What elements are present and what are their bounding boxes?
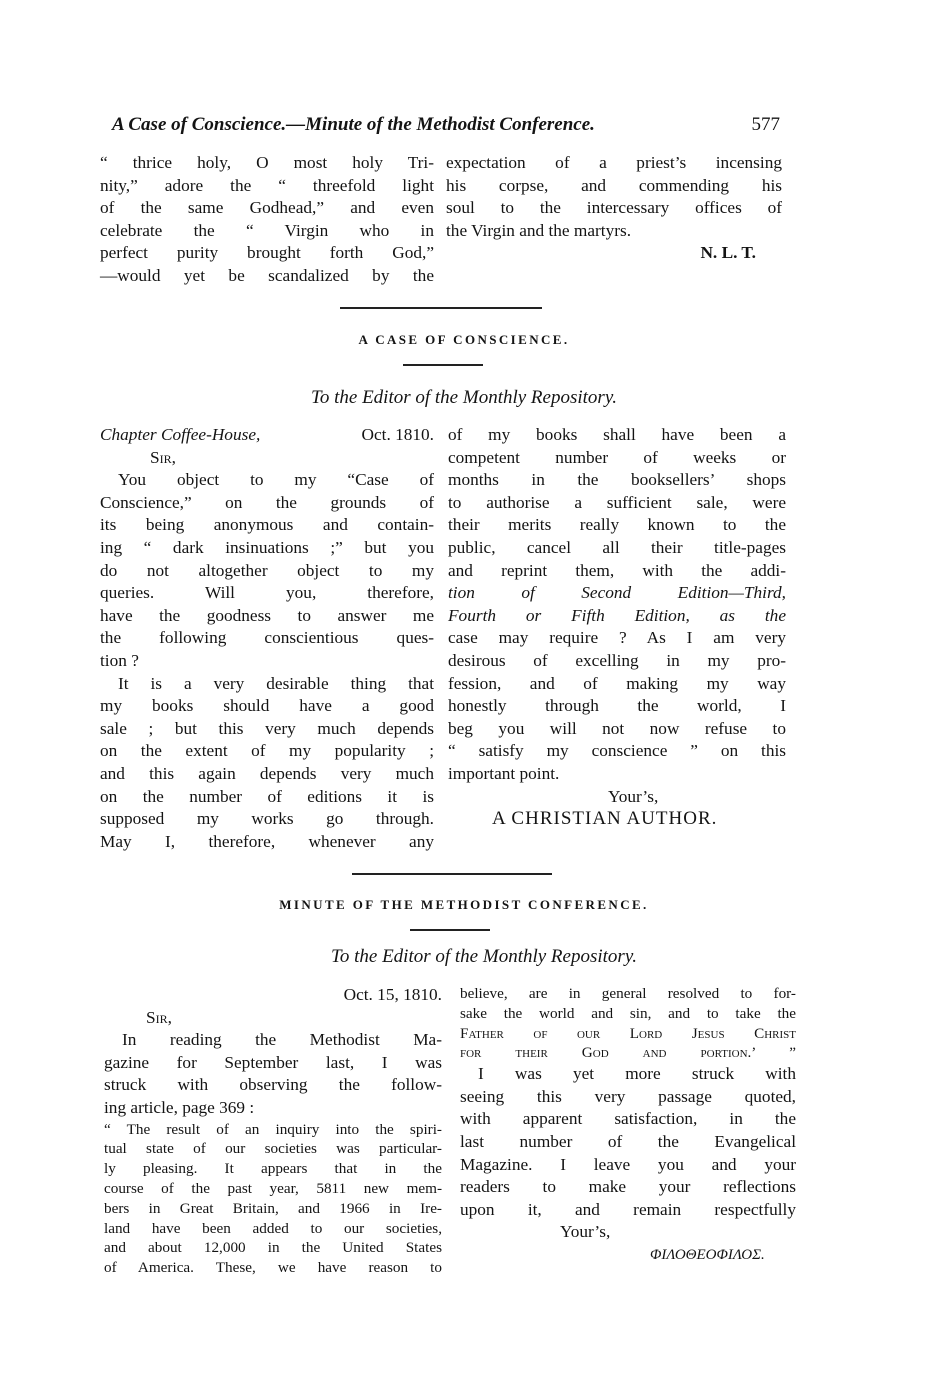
text-line: last number of the Evangelical (460, 1131, 796, 1151)
text-line: Conscience,” on the grounds of (100, 492, 434, 512)
text-line: ing “ dark insinuations ;” but you (100, 537, 434, 557)
text-line: their merits really known to the (448, 515, 786, 535)
text-line: Fourth or Fifth Edition, as the (448, 605, 786, 625)
signature-philotheophilos: ΦΙΛΟΘΕΟΦΙΛΟΣ. (650, 1246, 765, 1263)
text-line: readers to make your reflections (460, 1177, 796, 1197)
text-line: celebrate the “ Virgin who in (100, 220, 434, 240)
salutation: Sir, (150, 447, 176, 467)
text-line: and this again depends very much (100, 763, 434, 783)
quote-line: bers in Great Britain, and 1966 in Ire- (104, 1199, 442, 1217)
text-line: You object to my “Case of (118, 470, 434, 490)
text-line: sale ; but this very much depends (100, 718, 434, 738)
text-line: May I, therefore, whenever any (100, 831, 434, 851)
text-line: my books should have a good (100, 696, 434, 716)
text-line: ing article, page 369 : (104, 1097, 255, 1117)
article1-left-column (100, 424, 434, 853)
text-line: on the number of editions it is (100, 786, 434, 806)
text-line: I was yet more struck with (478, 1064, 796, 1084)
continuation-left-column (100, 152, 434, 288)
text-line: tion ? (100, 650, 139, 670)
section-title-case-of-conscience: A CASE OF CONSCIENCE. (358, 332, 570, 347)
quote-line: sake the world and sin, and to take the (460, 1004, 796, 1022)
text-line: his corpse, and commending his (446, 175, 782, 195)
text-line: supposed my works go through. (100, 809, 434, 829)
title-underline (403, 364, 483, 366)
title-underline (410, 929, 490, 931)
text-line: honestly through the world, I (448, 696, 786, 716)
dateline: Oct. 15, 1810. (343, 985, 442, 1004)
continuation-right-column (446, 152, 782, 265)
closing: Your’s, (608, 786, 659, 806)
closing: Your’s, (560, 1222, 611, 1242)
addressee-line: To the Editor of the Monthly Repository. (311, 387, 617, 408)
article2-left-column (104, 984, 442, 1278)
quote-line: “ The result of an inquiry into the spiri- (104, 1120, 442, 1138)
quote-line: of America. These, we have reason to (104, 1259, 442, 1277)
quoted-article-part2 (460, 984, 796, 1063)
text-line: In reading the Methodist Ma- (122, 1030, 442, 1050)
text-line: struck with observing the follow- (104, 1075, 442, 1095)
text-line: perfect purity brought forth God,” (100, 243, 434, 263)
text-line: nity,” adore the “ threefold light (100, 175, 434, 195)
text-line: upon it, and remain respectfully (460, 1199, 796, 1219)
text-line: soul to the intercessary offices of (446, 198, 782, 218)
text-line: It is a very desirable thing that (118, 673, 434, 693)
text-line: the following conscientious ques- (100, 628, 434, 648)
addressee-line: To the Editor of the Monthly Repository. (331, 946, 637, 967)
text-line: its being anonymous and contain- (100, 515, 434, 535)
text-line: beg you will not now refuse to (448, 718, 786, 738)
text-line: competent number of weeks or (448, 447, 786, 467)
text-line: desirous of excelling in my pro- (448, 650, 786, 670)
text-line: have the goodness to answer me (100, 605, 434, 625)
section-divider (352, 873, 552, 875)
text-line: queries. Will you, therefore, (100, 583, 434, 603)
salutation: Sir, (146, 1007, 172, 1027)
quote-line: for their God and portion.’ ” (460, 1044, 796, 1062)
running-title: A Case of Conscience.—Minute of the Methodist Conference. (112, 114, 595, 135)
text-line: with apparent satisfaction, in the (460, 1109, 796, 1129)
signature-nlt: N. L. T. (700, 243, 756, 263)
quote-line: and about 12,000 in the United States (104, 1239, 442, 1257)
quote-line: believe, are in general resolved to for- (460, 985, 796, 1002)
text-line: and reprint them, with the addi- (448, 560, 786, 580)
dateline-place: Chapter Coffee-House, (100, 425, 261, 444)
article1-right-column (448, 424, 786, 831)
text-line: expectation of a priest’s incensing (446, 153, 782, 172)
text-line: months in the booksellers’ shops (448, 470, 786, 490)
text-line: of the same Godhead,” and even (100, 198, 434, 218)
article2-right-column (460, 984, 796, 1267)
text-line: do not altogether object to my (100, 560, 434, 580)
text-line: of my books shall have been a (448, 425, 786, 444)
section-title-methodist-conference: MINUTE OF THE METHODIST CONFERENCE. (279, 897, 649, 912)
dateline-date: Oct. 1810. (361, 425, 434, 444)
dateline (100, 424, 434, 447)
text-line: public, cancel all their title-pages (448, 537, 786, 557)
quoted-article-part1 (104, 1120, 442, 1278)
quote-line: tual state of our societies was particular- (104, 1140, 442, 1158)
text-line: —would yet be scandalized by the (100, 265, 434, 285)
text-line: “ thrice holy, O most holy Tri- (100, 153, 434, 172)
text-line: fession, and of making my way (448, 673, 786, 693)
page-number: 577 (751, 114, 780, 135)
quote-line: Father of our Lord Jesus Christ (460, 1024, 796, 1042)
text-line: important point. (448, 763, 560, 783)
running-head (112, 114, 780, 136)
quote-line: ly pleasing. It appears that in the (104, 1160, 442, 1178)
text-line: to authorise a sufficient sale, were (448, 492, 786, 512)
text-line: Magazine. I leave you and your (460, 1154, 796, 1174)
signature-christian-author: A CHRISTIAN AUTHOR. (492, 808, 718, 830)
text-line: tion of Second Edition—Third, (448, 583, 786, 603)
quote-line: land have been added to our societies, (104, 1219, 442, 1237)
text-line: case may require ? As I am very (448, 628, 786, 648)
quote-line: course of the past year, 5811 new mem- (104, 1179, 442, 1197)
text-line: “ satisfy my conscience ” on this (448, 741, 786, 761)
section-divider (340, 307, 542, 309)
text-line: seeing this very passage quoted, (460, 1086, 796, 1106)
text-line: the Virgin and the martyrs. (446, 220, 632, 240)
text-line: gazine for September last, I was (104, 1052, 442, 1072)
text-line: on the extent of my popularity ; (100, 741, 434, 761)
